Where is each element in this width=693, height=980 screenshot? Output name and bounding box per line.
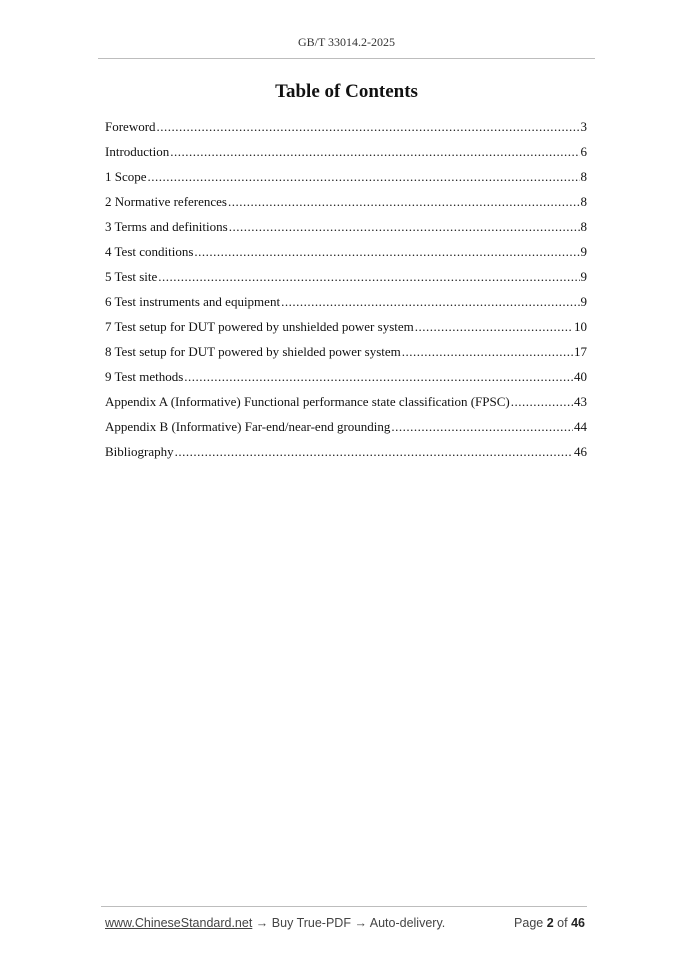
toc-entry-bibliography[interactable]	[105, 442, 587, 467]
toc-entry-page: 9	[580, 269, 587, 284]
header-divider	[98, 58, 595, 59]
toc-entry-label: 1 Scope	[105, 169, 147, 184]
toc-dot-leader	[175, 442, 573, 462]
toc-entry-page: 9	[580, 244, 587, 259]
current-page-number: 2	[546, 916, 554, 930]
toc-dot-leader	[148, 167, 580, 187]
toc-title: Table of Contents	[275, 81, 418, 102]
toc-entry-page: 43	[574, 394, 587, 409]
toc-dot-leader	[391, 417, 573, 437]
toc-entry-label: 9 Test methods	[105, 369, 184, 384]
toc-dot-leader	[170, 142, 579, 162]
toc-entry-page: 40	[574, 369, 587, 384]
toc-entry-test-site[interactable]	[105, 267, 587, 292]
page-word: Page	[514, 916, 544, 930]
toc-entry-test-instruments[interactable]	[105, 292, 587, 317]
toc-entry-scope[interactable]	[105, 167, 587, 192]
toc-entry-label: 6 Test instruments and equipment	[105, 294, 281, 309]
toc-dot-leader	[402, 342, 573, 362]
toc-entry-label: Foreword	[105, 119, 156, 134]
toc-entry-shielded-setup[interactable]	[105, 342, 587, 367]
toc-dot-leader	[228, 192, 580, 212]
toc-entry-page: 17	[574, 344, 587, 359]
toc-dot-leader	[157, 117, 580, 137]
toc-entry-label: 8 Test setup for DUT powered by shielded power system	[105, 344, 401, 359]
toc-entry-label: Bibliography	[105, 444, 174, 459]
toc-dot-leader	[229, 217, 580, 237]
toc-entry-test-methods[interactable]	[105, 367, 587, 392]
toc-dot-leader	[194, 242, 579, 262]
toc-dot-leader	[158, 267, 579, 287]
toc-entry-label: 3 Terms and definitions	[105, 219, 228, 234]
buy-true-pdf-text: Buy True-PDF	[271, 916, 351, 930]
chinesestandard-link[interactable]: www.ChineseStandard.net	[105, 916, 253, 930]
toc-entry-introduction[interactable]	[105, 142, 587, 167]
toc-entry-label: Appendix B (Informative) Far-end/near-end grounding	[105, 419, 391, 434]
toc-entry-page: 8	[580, 194, 587, 209]
toc-entry-label: 7 Test setup for DUT powered by unshielded power system	[105, 319, 414, 334]
page-footer	[105, 916, 585, 934]
toc-list	[105, 117, 587, 467]
toc-entry-appendix-a[interactable]	[105, 392, 587, 417]
arrow-right-icon: →	[255, 916, 269, 930]
toc-entry-normative-references[interactable]	[105, 192, 587, 217]
toc-entry-test-conditions[interactable]	[105, 242, 587, 267]
toc-entry-terms-and-definitions[interactable]	[105, 217, 587, 242]
toc-entry-label: Appendix A (Informative) Functional performance state classification (FPSC)	[105, 394, 510, 409]
toc-entry-page: 6	[580, 144, 587, 159]
toc-dot-leader	[511, 392, 573, 412]
toc-entry-foreword[interactable]	[105, 117, 587, 142]
toc-entry-page: 8	[580, 169, 587, 184]
toc-entry-label: 5 Test site	[105, 269, 158, 284]
toc-dot-leader	[184, 367, 573, 387]
page-indicator	[514, 916, 585, 930]
footer-divider	[101, 906, 587, 907]
toc-entry-page: 9	[580, 294, 587, 309]
toc-entry-page: 10	[574, 319, 587, 334]
toc-entry-unshielded-setup[interactable]	[105, 317, 587, 342]
toc-entry-label: Introduction	[105, 144, 170, 159]
toc-entry-page: 46	[574, 444, 587, 459]
toc-entry-label: 2 Normative references	[105, 194, 227, 209]
toc-entry-page: 3	[580, 119, 587, 134]
toc-entry-label: 4 Test conditions	[105, 244, 194, 259]
auto-delivery-text: Auto-delivery.	[369, 916, 446, 930]
toc-dot-leader	[415, 317, 573, 337]
toc-entry-page: 8	[580, 219, 587, 234]
arrow-right-icon: →	[354, 916, 367, 930]
toc-entry-appendix-b[interactable]	[105, 417, 587, 442]
total-pages-number: 46	[571, 916, 585, 930]
toc-dot-leader	[281, 292, 579, 312]
document-header: GB/T 33014.2-2025	[297, 35, 396, 49]
footer-promo	[105, 916, 445, 930]
of-word: of	[557, 916, 568, 930]
toc-entry-page: 44	[574, 419, 587, 434]
